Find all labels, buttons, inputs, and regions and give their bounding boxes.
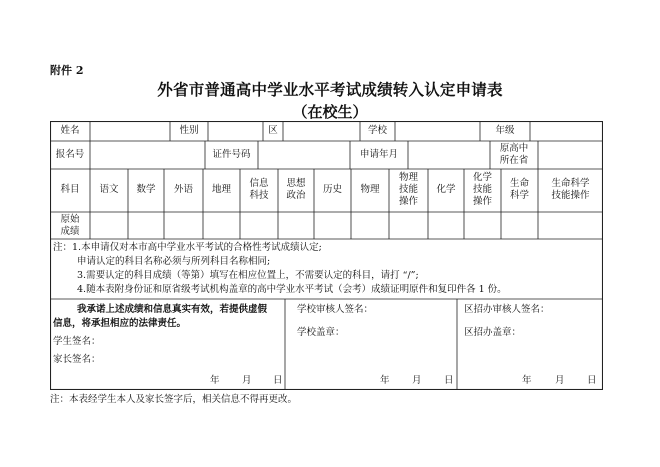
subject-geography: 地理 — [211, 184, 231, 195]
subject-biology-lab: 生命科学 技能操作 — [551, 178, 590, 201]
label-subject: 科目 — [60, 184, 80, 195]
district-reviewer-label: 区招办审核人签名： — [464, 304, 550, 315]
label-name: 姓名 — [60, 125, 80, 136]
label-exam-number: 报名号 — [55, 149, 85, 160]
form-subtitle: （在校生） — [292, 103, 368, 121]
form-title: 外省市普通高中学业水平考试成绩转入认定申请表 — [157, 80, 503, 99]
note-line-3: 3.需要认定的科目成绩（等第）填写在相应位置上，不需要认定的科目，请打 “/”; — [77, 270, 419, 281]
subject-history: 历史 — [322, 184, 342, 195]
subject-chinese: 语文 — [99, 184, 119, 195]
label-grade: 年级 — [495, 125, 515, 136]
subject-biology: 生命 科学 — [509, 178, 529, 201]
student-date-day: 日 — [273, 375, 283, 386]
district-date-day: 日 — [587, 375, 597, 386]
pledge-line-2: 信息，将承担相应的法律责任。 — [53, 318, 187, 329]
note-line-4: 4.随本表附身份证和原省级考试机构盖章的高中学业水平考试（会考）成绩证明原件和复印件各 1 份。 — [77, 284, 507, 295]
label-school: 学校 — [367, 125, 387, 136]
district-seal-label: 区招办盖章： — [464, 327, 522, 338]
application-form-table — [50, 121, 603, 390]
subject-politics: 思想 政治 — [286, 178, 306, 201]
footer-note: 注：本表经学生本人及家长签字后，相关信息不得再更改。 — [50, 394, 298, 405]
subject-math: 数学 — [136, 184, 156, 195]
student-date-month: 月 — [242, 375, 252, 386]
school-date-month: 月 — [412, 375, 422, 386]
district-date-month: 月 — [555, 375, 565, 386]
label-district: 区 — [268, 125, 278, 136]
subject-physics: 物理 — [360, 184, 380, 195]
school-reviewer-label: 学校审核人签名： — [297, 304, 374, 315]
school-seal-label: 学校盖章： — [297, 327, 345, 338]
school-date-year: 年 — [380, 375, 390, 386]
label-original-score: 原始 成绩 — [60, 214, 80, 237]
subject-info-tech: 信息 科技 — [249, 178, 269, 201]
subject-foreign-language: 外语 — [173, 184, 193, 195]
note-line-1: 注：1.本申请仅对本市高中学业水平考试的合格性考试成绩认定; — [53, 242, 322, 253]
label-apply-date: 申请年月 — [359, 149, 398, 160]
student-date-year: 年 — [210, 375, 220, 386]
subject-chemistry-lab: 化学 技能 操作 — [472, 172, 492, 207]
note-line-2: 申请认定的科目名称必须与所列科目名称相同; — [77, 256, 271, 267]
label-origin-province: 原高中 所在省 — [499, 143, 529, 166]
label-id-number: 证件号码 — [212, 149, 251, 160]
school-date-day: 日 — [444, 375, 454, 386]
parent-signature-label: 家长签名： — [53, 354, 101, 365]
student-signature-label: 学生签名： — [53, 336, 101, 347]
label-gender: 性别 — [179, 125, 199, 136]
pledge-line-1: 我承诺上述成绩和信息真实有效，若提供虚假 — [77, 304, 268, 315]
subject-physics-lab: 物理 技能 操作 — [398, 172, 418, 207]
attachment-label: 附件 2 — [50, 64, 84, 77]
district-date-year: 年 — [522, 375, 532, 386]
subject-chemistry: 化学 — [436, 184, 456, 195]
